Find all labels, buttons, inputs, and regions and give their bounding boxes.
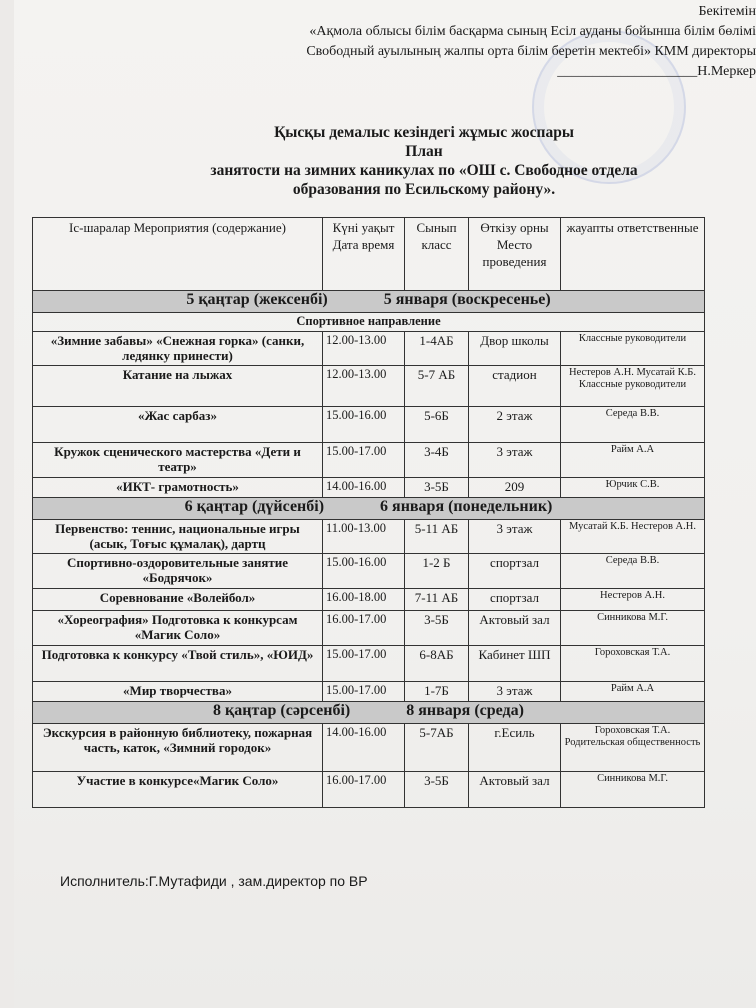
event-cell: «Мир творчества»: [33, 682, 323, 702]
event-cell: Подготовка к конкурсу «Твой стиль», «ЮИД»: [33, 646, 323, 682]
class-cell: 1-4АБ: [405, 332, 469, 366]
header-events: Іс-шаралар Мероприятия (содержание): [33, 218, 323, 291]
day-kz: 5 қаңтар (жексенбі): [186, 291, 328, 308]
table-row: [33, 443, 705, 478]
title-line-4: образования по Есильскому району».: [292, 181, 556, 198]
event-cell: «Хореография» Подготовка к конкурсам «Магик Соло»: [33, 611, 323, 646]
day-kz: 8 қаңтар (сәрсенбі): [213, 702, 351, 719]
direction-label: Спортивное направление: [33, 313, 705, 332]
responsible-cell: Нестеров А.Н. Мусатай К.Б. Классные руководители: [561, 366, 705, 407]
event-cell: Экскурсия в районную библиотеку, пожарная часть, каток, «Зимний городок»: [33, 724, 323, 772]
approval-line-1: Бекітемін: [698, 4, 756, 19]
day-heading: [33, 702, 705, 724]
class-cell: 3-5Б: [405, 611, 469, 646]
event-cell: Катание на лыжах: [33, 366, 323, 407]
table-row: [33, 520, 705, 554]
table-row: [33, 478, 705, 498]
time-cell: 15.00-17.00: [323, 646, 405, 682]
table-row: [33, 366, 705, 407]
place-cell: спортзал: [469, 554, 561, 589]
day-row: [33, 291, 705, 313]
class-cell: 3-5Б: [405, 772, 469, 808]
event-cell: Первенство: теннис, национальные игры (асык, Тоғыс құмалақ), дартц: [33, 520, 323, 554]
place-cell: 209: [469, 478, 561, 498]
place-cell: 3 этаж: [469, 520, 561, 554]
title-line-3: занятости на зимних каникулах по «ОШ с. Свободное отдела: [210, 162, 638, 179]
table-row: [33, 407, 705, 443]
event-cell: «Зимние забавы» «Снежная горка» (санки, ледянку принести): [33, 332, 323, 366]
day-heading: [33, 291, 705, 313]
time-cell: 12.00-13.00: [323, 332, 405, 366]
responsible-cell: Середа В.В.: [561, 554, 705, 589]
day-ru: 8 января (среда): [406, 702, 524, 719]
place-cell: 2 этаж: [469, 407, 561, 443]
approval-line-3: Свободный ауылының жалпы орта білім беретін мектебі» КММ директоры: [306, 44, 756, 59]
responsible-cell: Синникова М.Г.: [561, 772, 705, 808]
responsible-cell: Синникова М.Г.: [561, 611, 705, 646]
class-cell: 7-11 АБ: [405, 589, 469, 611]
header-place: Өткізу орны Место проведения: [469, 218, 561, 291]
table-row: [33, 724, 705, 772]
place-cell: 3 этаж: [469, 682, 561, 702]
place-cell: спортзал: [469, 589, 561, 611]
direction-row: [33, 313, 705, 332]
day-ru: 5 января (воскресенье): [383, 291, 551, 308]
table-header-row: [33, 218, 705, 291]
activities-table: [32, 217, 705, 808]
place-cell: стадион: [469, 366, 561, 407]
time-cell: 15.00-17.00: [323, 443, 405, 478]
approval-block: [196, 2, 756, 82]
time-cell: 16.00-18.00: [323, 589, 405, 611]
table-row: [33, 611, 705, 646]
class-cell: 1-7Б: [405, 682, 469, 702]
place-cell: г.Есиль: [469, 724, 561, 772]
class-cell: 1-2 Б: [405, 554, 469, 589]
document-title: [164, 123, 684, 199]
responsible-cell: Райм А.А: [561, 682, 705, 702]
time-cell: 14.00-16.00: [323, 724, 405, 772]
table-row: [33, 772, 705, 808]
class-cell: 3-4Б: [405, 443, 469, 478]
responsible-cell: Классные руководители: [561, 332, 705, 366]
day-ru: 6 января (понедельник): [380, 498, 553, 515]
event-cell: Участие в конкурсе«Магик Соло»: [33, 772, 323, 808]
event-cell: Кружок сценического мастерства «Дети и театр»: [33, 443, 323, 478]
header-date-time: Күні уақыт Дата время: [323, 218, 405, 291]
day-kz: 6 қаңтар (дүйсенбі): [184, 498, 325, 515]
approval-line-2: «Ақмола облысы білім басқарма сының Есіл ауданы бойынша білім бөлімі: [309, 24, 756, 39]
event-cell: «Жас сарбаз»: [33, 407, 323, 443]
place-cell: Кабинет ШП: [469, 646, 561, 682]
event-cell: Соревнование «Волейбол»: [33, 589, 323, 611]
header-class: Сынып класс: [405, 218, 469, 291]
responsible-cell: Середа В.В.: [561, 407, 705, 443]
table-row: [33, 554, 705, 589]
place-cell: Двор школы: [469, 332, 561, 366]
time-cell: 15.00-16.00: [323, 554, 405, 589]
executor-note: Исполнитель:Г.Мутафиди , зам.директор по ВР: [60, 873, 368, 889]
place-cell: 3 этаж: [469, 443, 561, 478]
event-cell: «ИКТ- грамотность»: [33, 478, 323, 498]
time-cell: 16.00-17.00: [323, 772, 405, 808]
time-cell: 14.00-16.00: [323, 478, 405, 498]
responsible-cell: Юрчик С.В.: [561, 478, 705, 498]
place-cell: Актовый зал: [469, 772, 561, 808]
place-cell: Актовый зал: [469, 611, 561, 646]
responsible-cell: Мусатай К.Б. Нестеров А.Н.: [561, 520, 705, 554]
time-cell: 16.00-17.00: [323, 611, 405, 646]
table-row: [33, 646, 705, 682]
responsible-cell: Райм А.А: [561, 443, 705, 478]
approval-signature-line: ____________________Н.Меркер: [557, 64, 756, 79]
table-row: [33, 332, 705, 366]
document-page: [14, 0, 756, 1008]
event-cell: Спортивно-оздоровительные занятие «Бодрячок»: [33, 554, 323, 589]
time-cell: 15.00-17.00: [323, 682, 405, 702]
day-row: [33, 702, 705, 724]
class-cell: 6-8АБ: [405, 646, 469, 682]
responsible-cell: Нестеров А.Н.: [561, 589, 705, 611]
time-cell: 11.00-13.00: [323, 520, 405, 554]
class-cell: 5-7 АБ: [405, 366, 469, 407]
table-row: [33, 682, 705, 702]
title-line-plan: План: [405, 143, 443, 160]
time-cell: 15.00-16.00: [323, 407, 405, 443]
class-cell: 5-7АБ: [405, 724, 469, 772]
day-heading: [33, 498, 705, 520]
title-line-kz: Қысқы демалыс кезіндегі жұмыс жоспары: [274, 124, 574, 141]
table-row: [33, 589, 705, 611]
class-cell: 5-6Б: [405, 407, 469, 443]
responsible-cell: Гороховская Т.А.: [561, 646, 705, 682]
time-cell: 12.00-13.00: [323, 366, 405, 407]
class-cell: 5-11 АБ: [405, 520, 469, 554]
responsible-cell: Гороховская Т.А. Родительская общественность: [561, 724, 705, 772]
day-row: [33, 498, 705, 520]
header-responsible: жауапты ответственные: [561, 218, 705, 291]
class-cell: 3-5Б: [405, 478, 469, 498]
